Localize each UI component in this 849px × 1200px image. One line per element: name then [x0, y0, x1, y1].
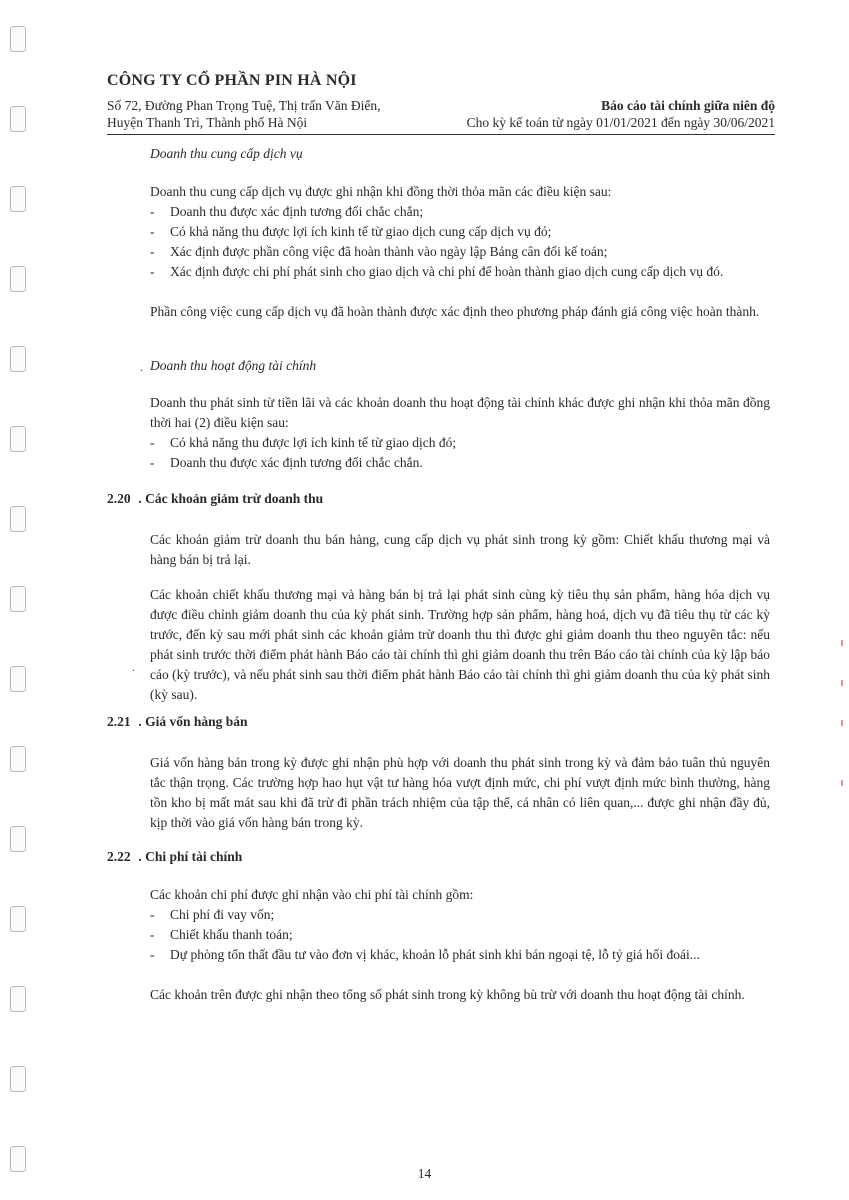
binder-hole: [10, 586, 26, 612]
binder-hole: [10, 266, 26, 292]
financial-revenue-title: Doanh thu hoạt động tài chính: [150, 358, 317, 373]
binder-holes: [10, 20, 30, 1180]
page-number: 14: [417, 1166, 432, 1181]
list-item: - Xác định được phần công việc đã hoàn thành vào ngày lập Bảng cân đối kế toán;: [150, 242, 780, 262]
list-item: - Xác định được chi phí phát sinh cho giao dịch và chi phí để hoàn thành giao dịch cung cấp dịch vụ đó.: [150, 262, 780, 282]
binder-hole: [10, 106, 26, 132]
binder-hole: [10, 186, 26, 212]
company-address-line2: Huyện Thanh Trì, Thành phố Hà Nội: [107, 115, 308, 130]
binder-hole: [10, 906, 26, 932]
report-title: Báo cáo tài chính giữa niên độ: [601, 98, 775, 113]
section-2-21-para-1: Giá vốn hàng bán trong kỳ được ghi nhận phù hợp với doanh thu phát sinh trong kỳ và đảm bảo tuân thủ nguyên tắc thận trọng. Các trường hợp hao hụt vật tư hàng hóa vượt định mức, chi phí vượt định mức bình thường, hàng tồn kho bị mất mát sau khi đã trừ đi phần trách nhiệm của tập thể, cá nhân có liên quan,... được ghi nhận đầy đủ, kịp thời vào giá vốn hàng bán trong kỳ.: [150, 755, 770, 830]
list-item: - Chiết khấu thanh toán;: [150, 925, 775, 945]
binder-hole: [10, 1066, 26, 1092]
binder-hole: [10, 986, 26, 1012]
binder-hole: [10, 426, 26, 452]
section-title: . Các khoản giảm trừ doanh thu: [138, 491, 324, 506]
section-number: 2.22: [107, 849, 131, 864]
list-item: - Có khả năng thu được lợi ích kinh tế từ giao dịch cung cấp dịch vụ đó;: [150, 222, 780, 242]
list-item: - Chi phí đi vay vốn;: [150, 905, 775, 925]
company-address-line1: Số 72, Đường Phan Trọng Tuệ, Thị trấn Văn Điển,: [107, 98, 381, 113]
section-2-22-note: Các khoản trên được ghi nhận theo tổng số phát sinh trong kỳ không bù trừ với doanh thu hoạt động tài chính.: [150, 987, 745, 1002]
service-revenue-note: Phần công việc cung cấp dịch vụ đã hoàn thành được xác định theo phương pháp đánh giá công việc hoàn thành.: [150, 304, 760, 319]
binder-hole: [10, 26, 26, 52]
section-2-20-para-1: Các khoản giảm trừ doanh thu bán hàng, cung cấp dịch vụ phát sinh trong kỳ gồm: Chiết khấu thương mại và hàng bán bị trả lại.: [150, 532, 770, 567]
section-heading-2-20: [107, 491, 323, 507]
header-row-2: [107, 115, 775, 135]
service-revenue-title: Doanh thu cung cấp dịch vụ: [150, 146, 303, 161]
section-2-22-items: [150, 905, 775, 965]
list-item: - Doanh thu được xác định tương đối chắc chắn;: [150, 202, 780, 222]
report-period: Cho kỳ kế toán từ ngày 01/01/2021 đến ngày 30/06/2021: [466, 115, 775, 130]
section-heading-2-22: [107, 849, 242, 865]
section-title: . Chi phí tài chính: [138, 849, 243, 864]
binder-hole: [10, 506, 26, 532]
section-2-20-para-2: Các khoản chiết khấu thương mại và hàng bán bị trả lại phát sinh cùng kỳ tiêu thụ sản phẩm, hàng hóa dịch vụ được điều chỉnh giảm doanh thu của kỳ phát sinh. Trường hợp sản phẩm, hàng hoá, dịch vụ đã tiêu thụ từ các kỳ trước, đến kỳ sau mới phát sinh các khoản giảm trừ doanh thu thì được ghi giảm doanh thu theo nguyên tắc: nếu phát sinh trước thời điểm phát hành Báo cáo tài chính thì ghi giảm doanh thu trên Báo cáo tài chính của kỳ lập báo cáo (kỳ trước), và nếu phát sinh sau thời điểm phát hành Báo cáo tài chính thì ghi giảm doanh thu của kỳ phát sinh (kỳ sau).: [150, 587, 770, 702]
list-item: - Dự phòng tổn thất đầu tư vào đơn vị khác, khoản lỗ phát sinh khi bán ngoại tệ, lỗ tỷ giá hối đoái...: [150, 945, 775, 965]
section-2-22-intro: Các khoản chi phí được ghi nhận vào chi phí tài chính gồm:: [150, 887, 474, 902]
margin-dot: .: [132, 660, 135, 674]
section-title: . Giá vốn hàng bán: [138, 714, 248, 729]
binder-hole: [10, 346, 26, 372]
company-name: CÔNG TY CỔ PHẦN PIN HÀ NỘI: [107, 72, 357, 89]
section-heading-2-21: [107, 714, 248, 730]
financial-revenue-intro: Doanh thu phát sinh từ tiền lãi và các khoản doanh thu hoạt động tài chính khác được ghi nhận khi thỏa mãn đồng thời hai (2) điều kiện sau:: [150, 395, 770, 430]
section-number: 2.20: [107, 491, 131, 506]
binder-hole: [10, 666, 26, 692]
binder-hole: [10, 826, 26, 852]
header-row-1: [107, 98, 775, 114]
financial-revenue-conditions: [150, 433, 770, 473]
margin-dot: .: [140, 360, 143, 374]
service-revenue-intro: Doanh thu cung cấp dịch vụ được ghi nhận khi đồng thời thỏa mãn các điều kiện sau:: [150, 184, 612, 199]
binder-hole: [10, 746, 26, 772]
list-item: - Doanh thu được xác định tương đối chắc chắn.: [150, 453, 770, 473]
service-revenue-conditions: [150, 202, 780, 282]
section-number: 2.21: [107, 714, 131, 729]
list-item: - Có khả năng thu được lợi ích kinh tế từ giao dịch đó;: [150, 433, 770, 453]
scan-edge-marks: [839, 640, 843, 800]
